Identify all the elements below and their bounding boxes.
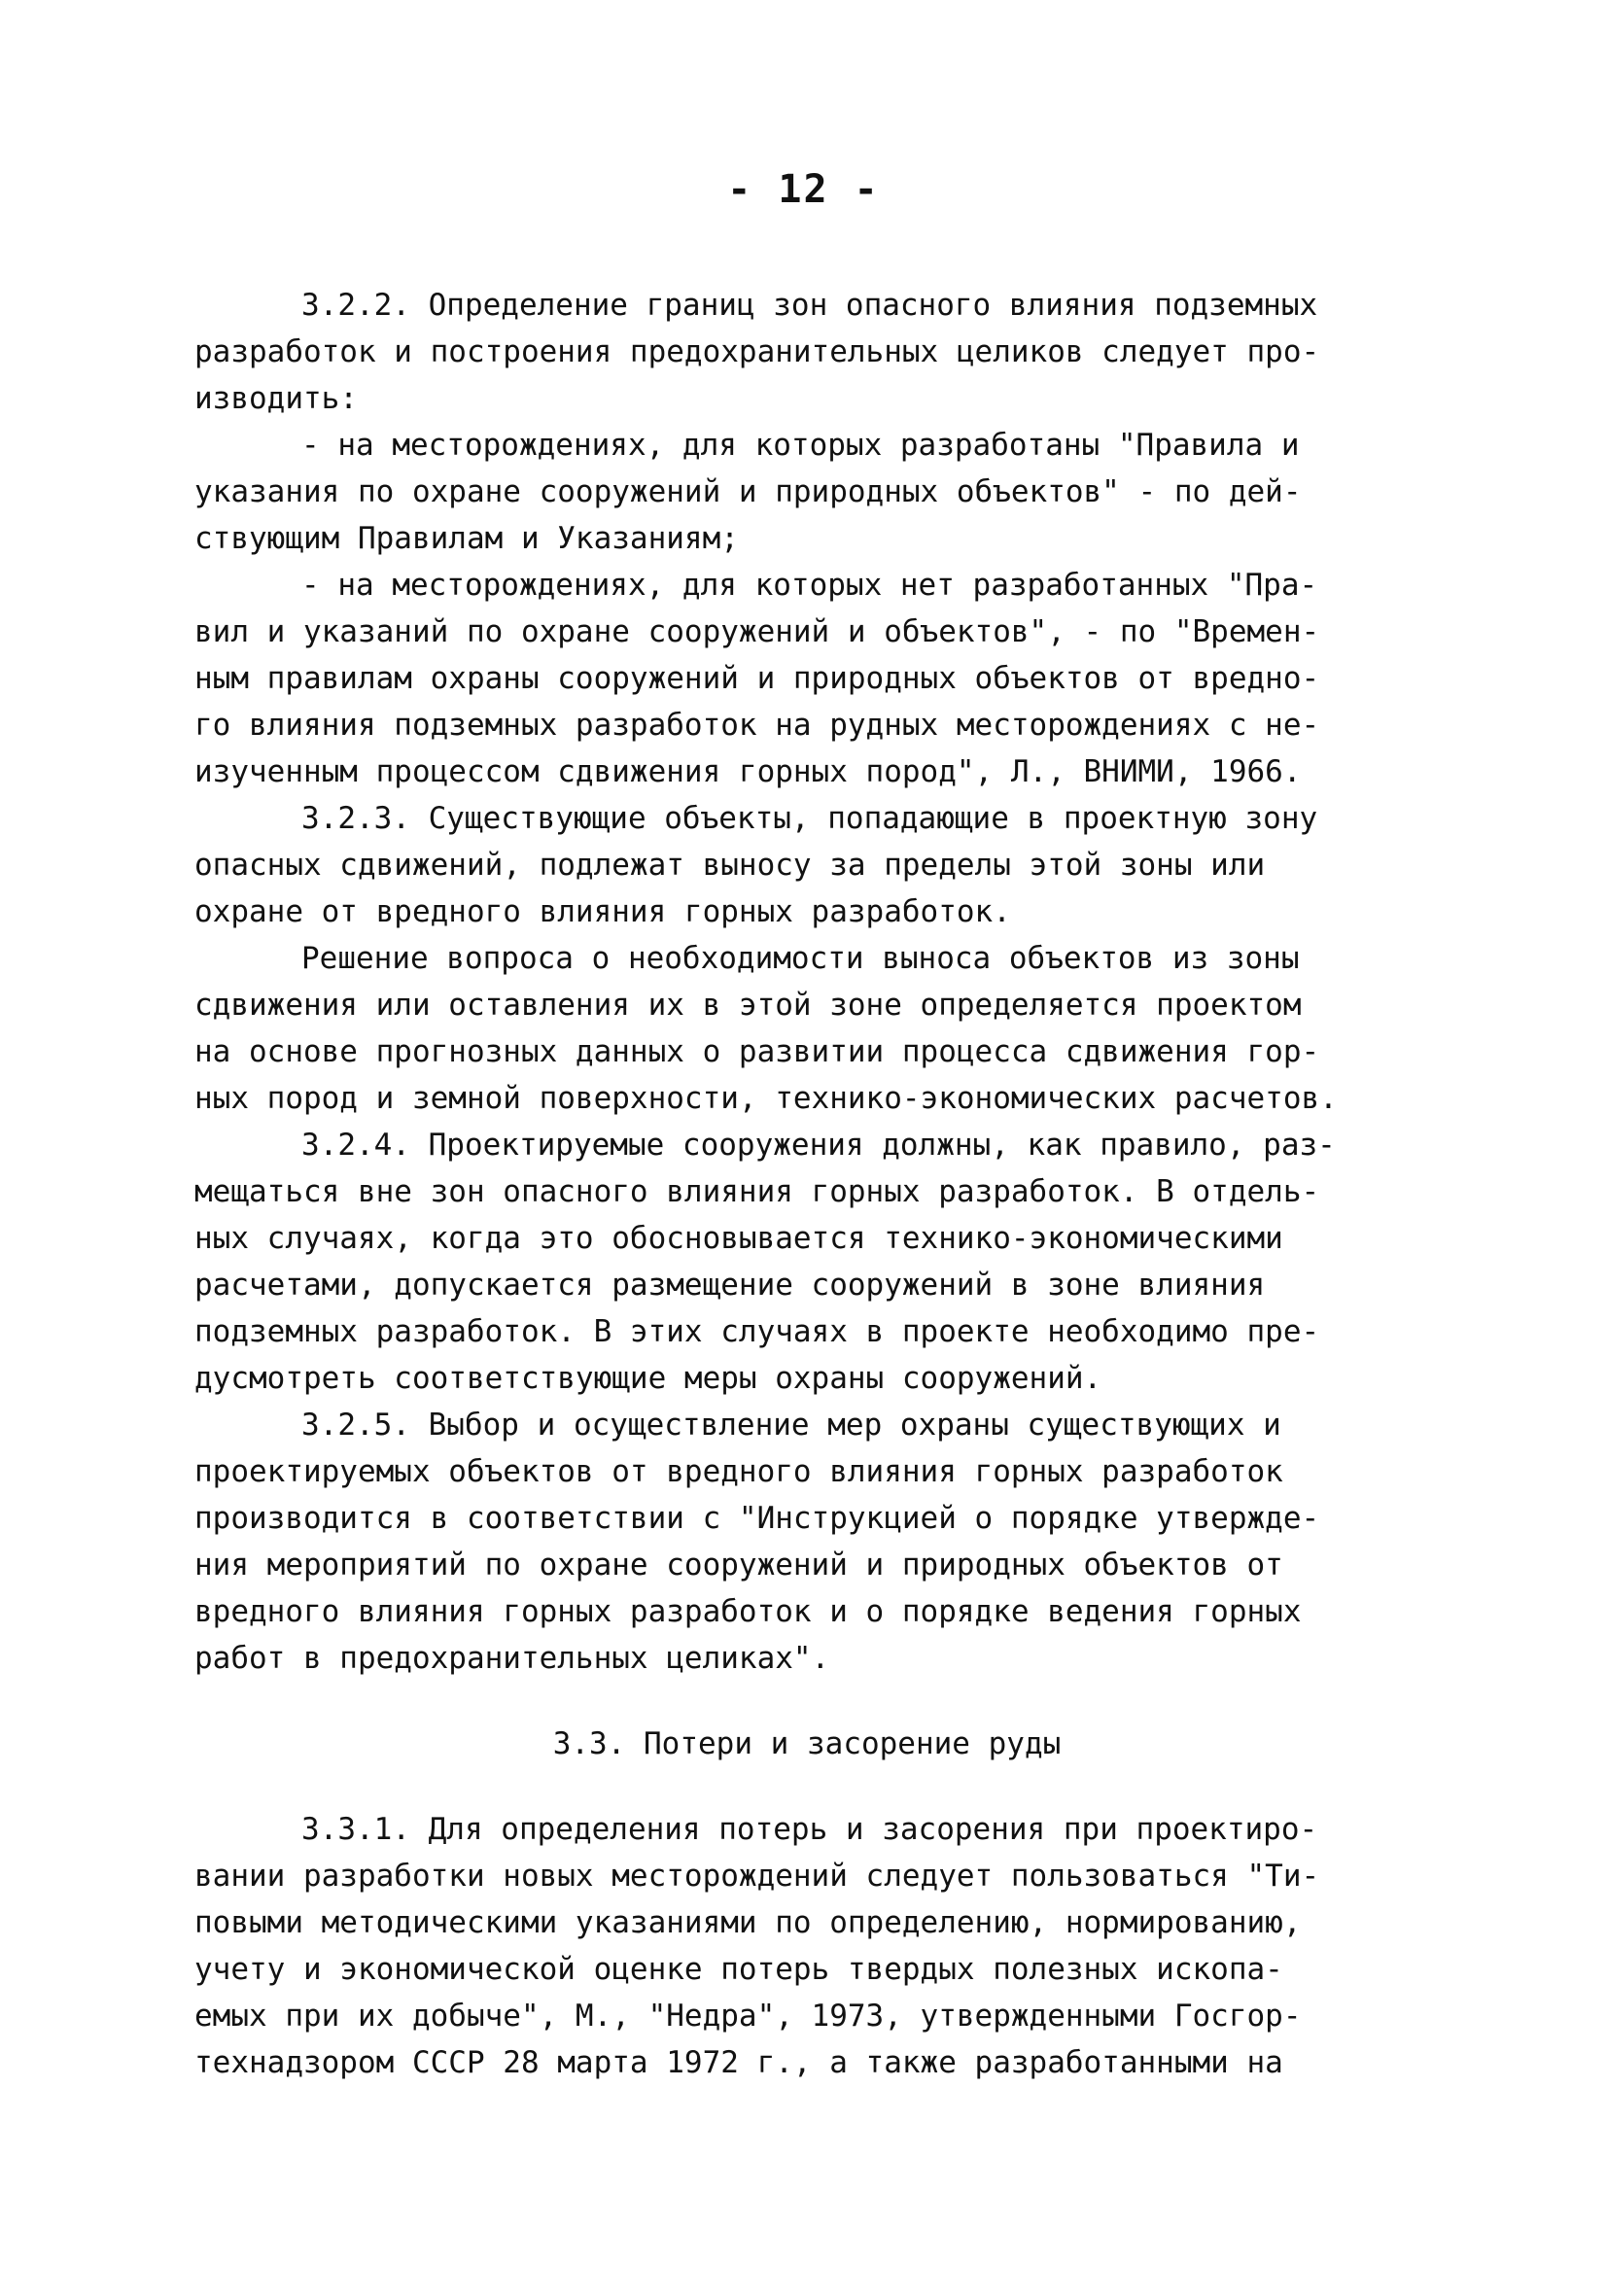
text-line: учету и экономической оценке потерь твердых полезных ископа-: [194, 1952, 1283, 1987]
text-line: го влияния подземных разработок на рудных месторождениях с не-: [194, 708, 1320, 743]
text-line: 3.2.3. Существующие объекты, попадающие в проектную зону: [301, 801, 1318, 836]
paragraph-3-2-5: [194, 1402, 1419, 1682]
text-line: расчетами, допускается размещение сооружений в зоне влияния: [194, 1268, 1266, 1303]
section-heading: 3.3. Потери и засорение руды: [552, 1726, 1062, 1761]
page-number: - 12 -: [727, 167, 880, 212]
text-line: 3.3.1. Для определения потерь и засорения при проектиро-: [301, 1812, 1318, 1847]
text-line: изводить:: [194, 381, 358, 416]
text-line: мещаться вне зон опасного влияния горных разработок. В отдель-: [194, 1174, 1320, 1209]
text-line: технадзором СССР 28 марта 1972 г., а также разработанными на: [194, 2045, 1283, 2080]
text-line: повыми методическими указаниями по определению, нормированию,: [194, 1905, 1302, 1940]
text-line: 3.2.2. Определение границ зон опасного влияния подземных: [301, 288, 1318, 323]
text-line: вании разработки новых месторождений следует пользоваться "Ти-: [194, 1859, 1320, 1894]
text-line: ствующим Правилам и Указаниям;: [194, 521, 739, 556]
text-line: ным правилам охраны сооружений и природных объектов от вредно-: [194, 661, 1320, 696]
text-line: ных пород и земной поверхности, технико-экономических расчетов.: [194, 1081, 1338, 1116]
text-line: емых при их добыче", М., "Недра", 1973, утвержденными Госгор-: [194, 1999, 1302, 2034]
body-text: [194, 282, 1419, 2086]
text-line: изученным процессом сдвижения горных пород", Л., ВНИМИ, 1966.: [194, 754, 1302, 789]
text-line: 3.2.4. Проектируемые сооружения должны, как правило, раз-: [301, 1128, 1336, 1163]
text-line: вредного влияния горных разработок и о порядке ведения горных: [194, 1594, 1302, 1629]
text-line: на основе прогнозных данных о развитии процесса сдвижения гор-: [194, 1034, 1320, 1069]
text-line: указания по охране сооружений и природных объектов" - по дей-: [194, 474, 1302, 509]
paragraph-3-2-2: [194, 282, 1419, 795]
text-line: - на месторождениях, для которых нет разработанных "Пра-: [301, 568, 1318, 603]
text-line: Решение вопроса о необходимости выноса объектов из зоны: [301, 941, 1300, 976]
text-line: проектируемых объектов от вредного влияния горных разработок: [194, 1454, 1283, 1489]
paragraph-3-2-3: [194, 795, 1419, 1122]
text-line: подземных разработок. В этих случаях в проекте необходимо пре-: [194, 1314, 1320, 1349]
text-line: ния мероприятий по охране сооружений и природных объектов от: [194, 1548, 1283, 1583]
text-line: сдвижения или оставления их в этой зоне определяется проектом: [194, 988, 1302, 1023]
paragraph-3-3-1: [194, 1806, 1419, 2086]
paragraph-3-2-4: [194, 1122, 1419, 1402]
text-line: работ в предохранительных целиках".: [194, 1641, 830, 1676]
text-line: - на месторождениях, для которых разработаны "Правила и: [301, 428, 1300, 463]
text-line: ных случаях, когда это обосновывается технико-экономическими: [194, 1221, 1283, 1256]
text-line: вил и указаний по охране сооружений и объектов", - по "Времен-: [194, 614, 1320, 649]
text-line: опасных сдвижений, подлежат выносу за пределы этой зоны или: [194, 848, 1266, 883]
text-line: производится в соответствии с "Инструкцией о порядке утвержде-: [194, 1501, 1320, 1536]
text-line: 3.2.5. Выбор и осуществление мер охраны существующих и: [301, 1408, 1281, 1443]
text-line: охране от вредного влияния горных разработок.: [194, 894, 1011, 929]
text-line: разработок и построения предохранительных целиков следует про-: [194, 334, 1320, 369]
text-line: дусмотреть соответствующие меры охраны сооружений.: [194, 1361, 1102, 1396]
